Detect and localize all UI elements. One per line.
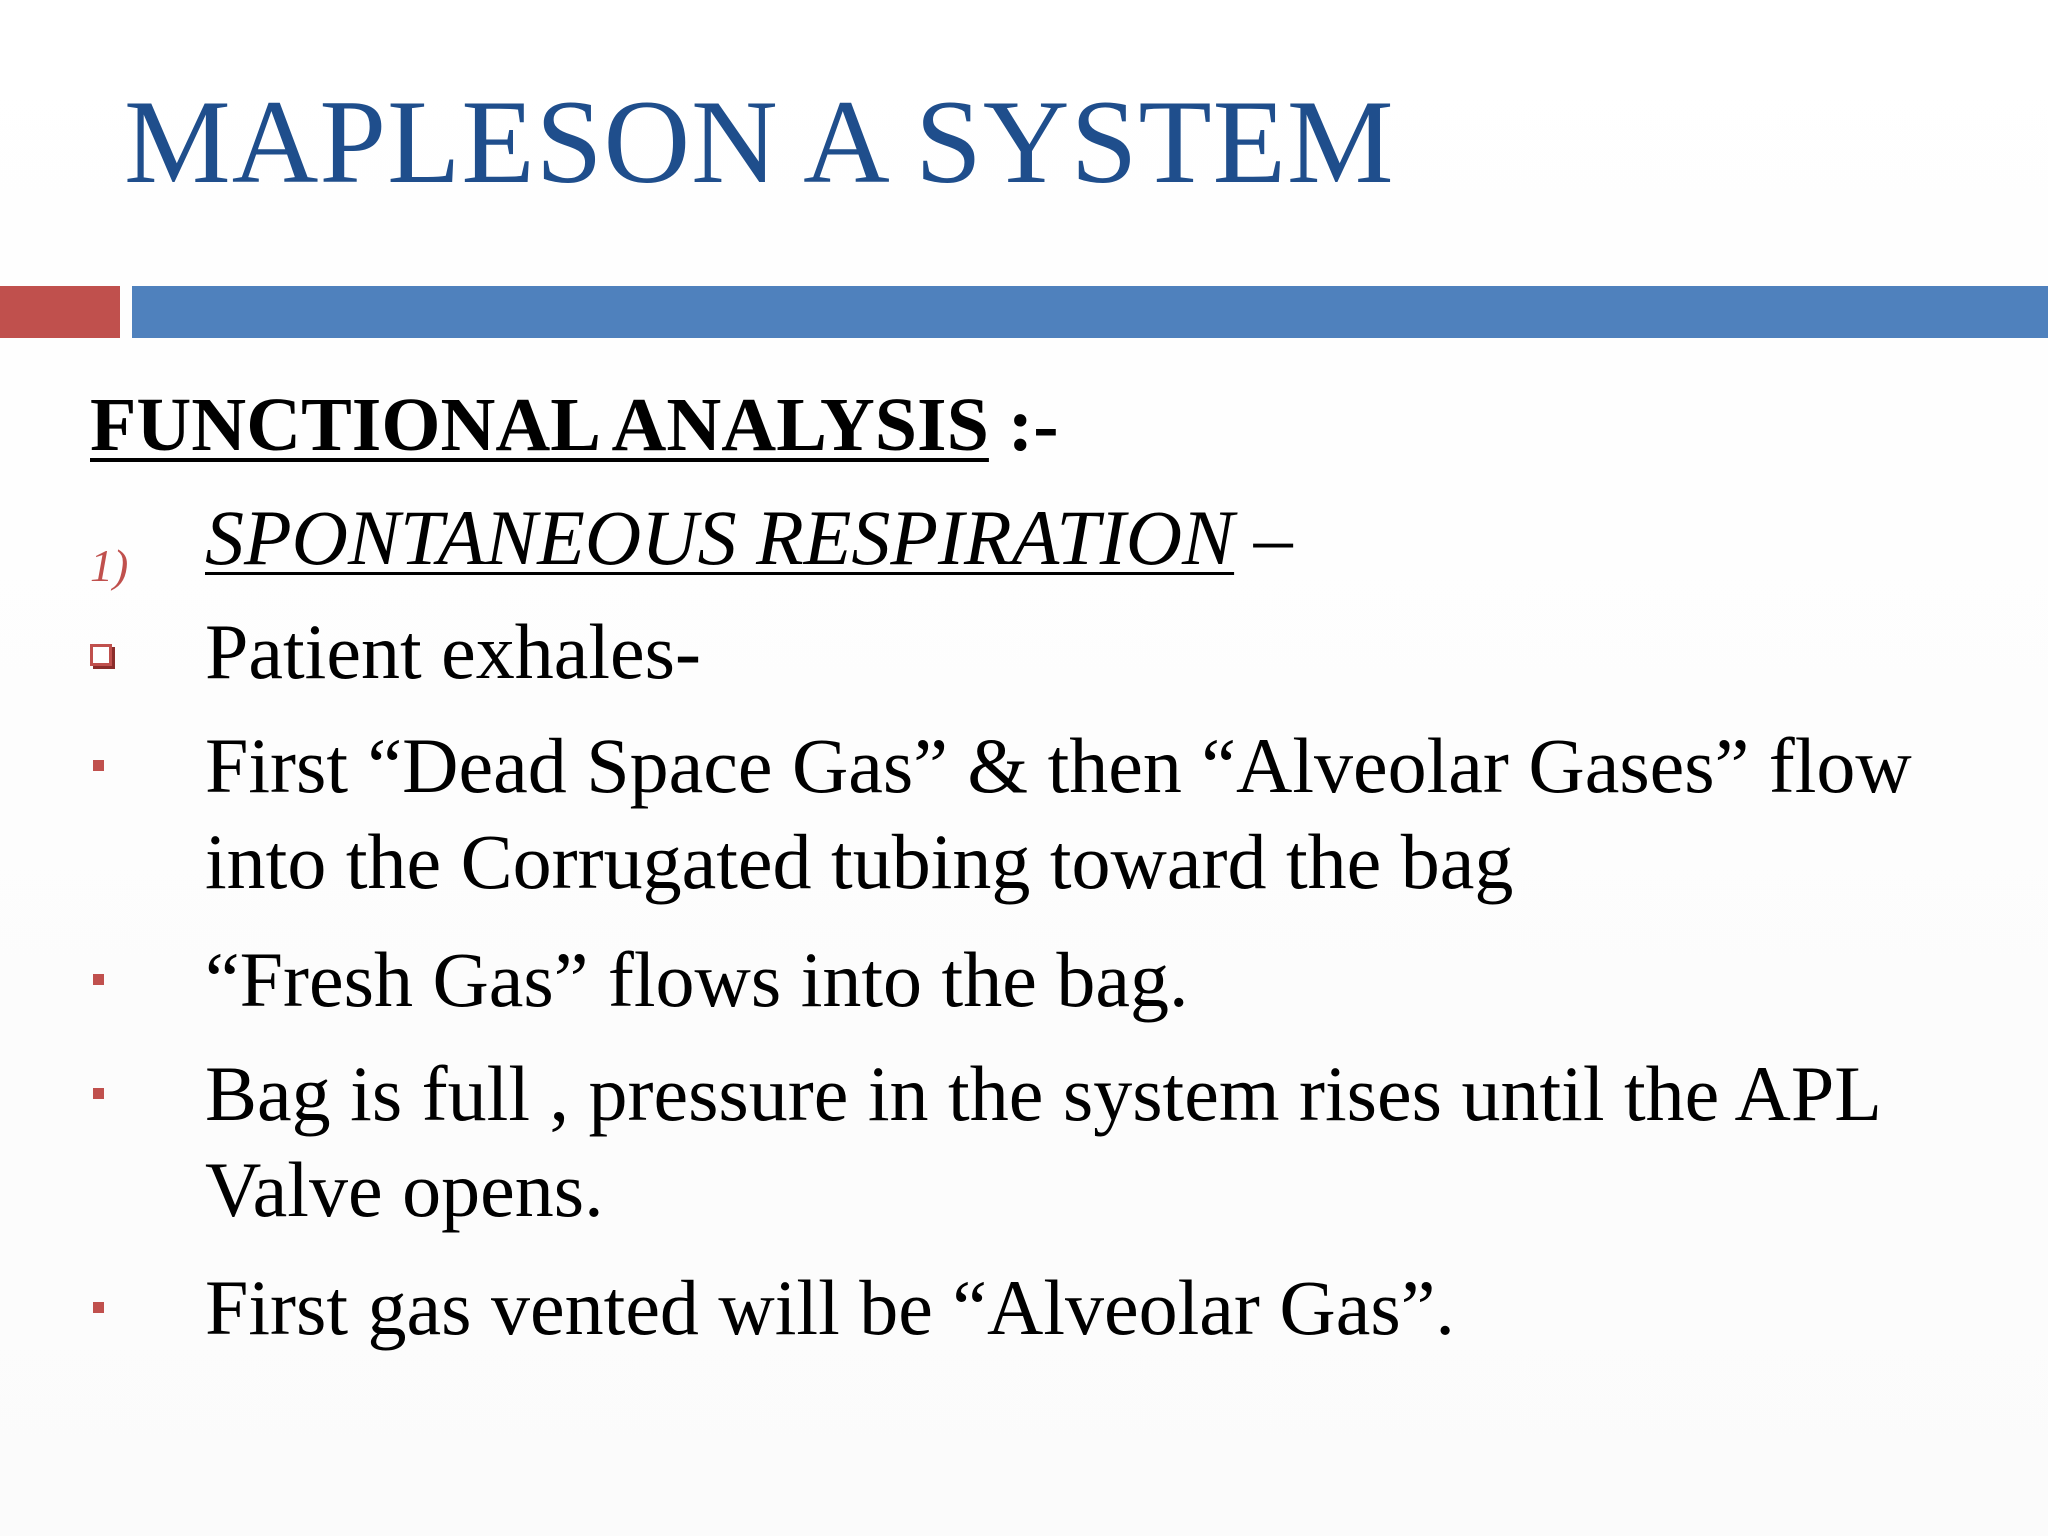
square-bullet-icon <box>93 1088 104 1099</box>
section-heading <box>90 380 1059 470</box>
list-item-text <box>205 490 2005 586</box>
section-heading-suffix: :- <box>988 383 1059 467</box>
accent-bar-blue <box>132 286 2048 338</box>
list-item-text: “Fresh Gas” flows into the bag. <box>205 936 1189 1023</box>
list-item-text: Bag is full , pressure in the system rises until the APL Valve opens. <box>205 1050 1879 1233</box>
list-item-text: First “Dead Space Gas” & then “Alveolar Gases” flow into the Corrugated tubing toward the bag <box>205 722 1912 905</box>
square-bullet-icon <box>93 1302 104 1313</box>
square-bullet-icon <box>93 760 104 771</box>
list-number: 1) <box>90 540 129 591</box>
hollow-square-bullet-icon <box>90 644 112 666</box>
list-item-suffix: – <box>1234 494 1293 581</box>
list-item-text: First gas vented will be “Alveolar Gas”. <box>205 1264 1455 1351</box>
slide-title: MAPLESON A SYSTEM <box>124 75 1395 208</box>
square-bullet-icon <box>93 974 104 985</box>
list-item-text: Patient exhales- <box>205 608 701 695</box>
section-heading-text: FUNCTIONAL ANALYSIS <box>90 383 989 467</box>
list-item-emphasis: SPONTANEOUS RESPIRATION <box>205 494 1235 581</box>
accent-bar-red <box>0 286 120 338</box>
